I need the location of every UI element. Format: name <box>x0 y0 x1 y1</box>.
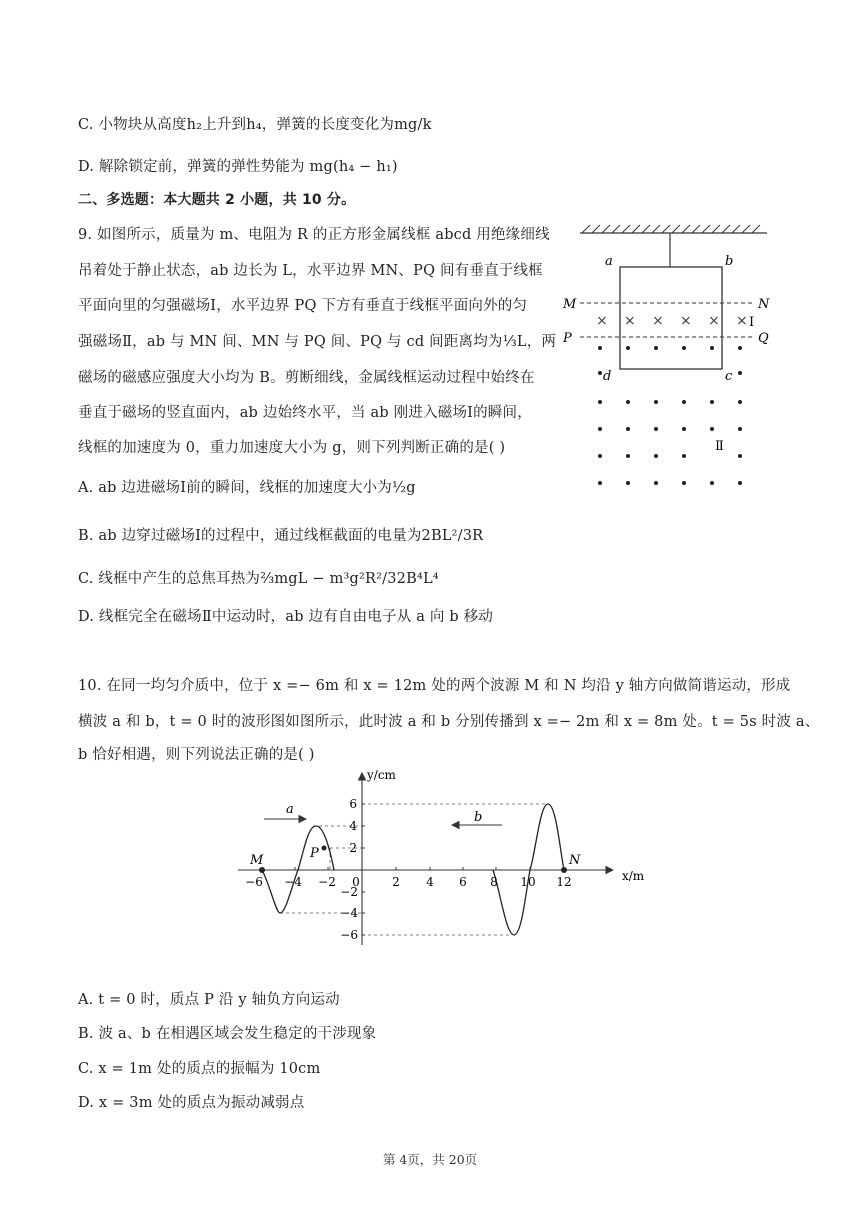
label-d: d <box>603 369 612 384</box>
field-1-crosses <box>596 313 748 329</box>
y-tick-6: 6 <box>349 797 357 811</box>
q9-option-a: A. ab 边进磁场Ⅰ前的瞬间，线框的加速度大小为½g <box>78 480 416 496</box>
label-a: a <box>605 254 613 269</box>
q10-wave-graph <box>230 765 650 950</box>
q9-line-6: 垂直于磁场的竖直面内，ab 边始终水平，当 ab 刚进入磁场Ⅰ的瞬间， <box>78 405 532 421</box>
x-tick-10: 10 <box>520 875 536 889</box>
svg-text:×: × <box>624 313 636 329</box>
x-tick-6: 6 <box>459 875 467 889</box>
q9-line-1: 9. 如图所示，质量为 m、电阻为 R 的正方形金属线框 abcd 用绝缘细线 <box>78 227 550 243</box>
x-tick-minus6: −6 <box>245 875 263 889</box>
q9-magnetic-field-figure <box>555 215 770 500</box>
q10-option-b: B. 波 a、b 在相遇区域会发生稳定的干涉现象 <box>78 1026 377 1042</box>
q9-option-c: C. 线框中产生的总焦耳热为⅔mgL − m³g²R²/32B⁴L⁴ <box>78 571 439 587</box>
label-N: N <box>569 853 581 868</box>
label-N: N <box>758 297 770 312</box>
wave-a-label: a <box>286 802 294 817</box>
q10-option-c: C. x = 1m 处的质点的振幅为 10cm <box>78 1061 321 1077</box>
x-tick-2: 2 <box>392 875 400 889</box>
x-tick-12: 12 <box>556 875 572 889</box>
svg-text:×: × <box>708 313 720 329</box>
label-b: b <box>725 254 734 269</box>
svg-text:×: × <box>680 313 692 329</box>
wave-b-label: b <box>474 810 483 825</box>
label-Q: Q <box>758 331 769 346</box>
y-tick-2: 2 <box>349 841 357 855</box>
y-axis-label: y/cm <box>367 768 396 782</box>
x-tick-minus4: −4 <box>284 875 302 889</box>
page-footer: 第 4页，共 20页 <box>382 1152 478 1167</box>
section-heading: 二、多选题：本大题共 2 小题，共 10 分。 <box>78 192 356 208</box>
q8-option-d: D. 解除锁定前，弹簧的弹性势能为 mg(h₄ − h₁) <box>78 159 398 175</box>
y-tick-minus4: −4 <box>340 906 358 920</box>
point-P <box>322 846 327 851</box>
y-tick-minus6: −6 <box>340 928 358 942</box>
q10-option-d: D. x = 3m 处的质点为振动减弱点 <box>78 1095 305 1111</box>
svg-text:×: × <box>652 313 664 329</box>
x-axis-label: x/m <box>622 869 645 883</box>
x-tick-8: 8 <box>490 875 498 889</box>
svg-text:×: × <box>736 313 748 329</box>
x-tick-minus2: −2 <box>318 875 336 889</box>
q9-option-d: D. 线框完全在磁场Ⅱ中运动时，ab 边有自由电子从 a 向 b 移动 <box>78 609 494 625</box>
x-tick-0: 0 <box>352 875 360 889</box>
label-field-2: Ⅱ <box>715 439 724 454</box>
q9-line-4: 强磁场Ⅱ，ab 与 MN 间、MN 与 PQ 间、PQ 与 cd 间距离均为⅓L，两 <box>78 334 557 350</box>
q10-line-3: b 恰好相遇，则下列说法正确的是( ) <box>78 747 315 763</box>
q9-line-2: 吊着处于静止状态，ab 边长为 L，水平边界 MN、PQ 间有垂直于线框 <box>78 263 543 279</box>
q10-option-a: A. t = 0 时，质点 P 沿 y 轴负方向运动 <box>78 992 340 1008</box>
q9-option-b: B. ab 边穿过磁场Ⅰ的过程中，通过线框截面的电量为2BL²/3R <box>78 528 484 544</box>
q8-option-c: C. 小物块从高度h₂上升到h₄，弹簧的长度变化为mg/k <box>78 117 432 133</box>
svg-text:×: × <box>596 313 608 329</box>
label-c: c <box>725 369 733 384</box>
q10-line-2: 横波 a 和 b，t = 0 时的波形图如图所示，此时波 a 和 b 分别传播到 x =− 2m 和 x = 8m 处。t = 5s 时波 a、 <box>78 714 820 730</box>
x-tick-4: 4 <box>426 875 434 889</box>
label-M: M <box>563 297 577 312</box>
q9-line-5: 磁场的磁感应强度大小均为 B。剪断细线，金属线框运动过程中始终在 <box>78 370 535 386</box>
q9-line-7: 线框的加速度为 0，重力加速度大小为 g，则下列判断正确的是( ) <box>78 440 506 456</box>
y-tick-minus2: −2 <box>340 885 358 899</box>
label-field-1: Ⅰ <box>749 315 755 330</box>
label-P: P <box>310 846 319 861</box>
label-P: P <box>563 331 572 346</box>
q10-line-1: 10. 在同一均匀介质中，位于 x =− 6m 和 x = 12m 处的两个波源 M 和 N 均沿 y 轴方向做简谐运动，形成 <box>78 678 791 694</box>
y-tick-4: 4 <box>349 819 357 833</box>
label-M: M <box>250 853 264 868</box>
q9-line-3: 平面向里的匀强磁场Ⅰ，水平边界 PQ 下方有垂直于线框平面向外的匀 <box>78 298 528 314</box>
